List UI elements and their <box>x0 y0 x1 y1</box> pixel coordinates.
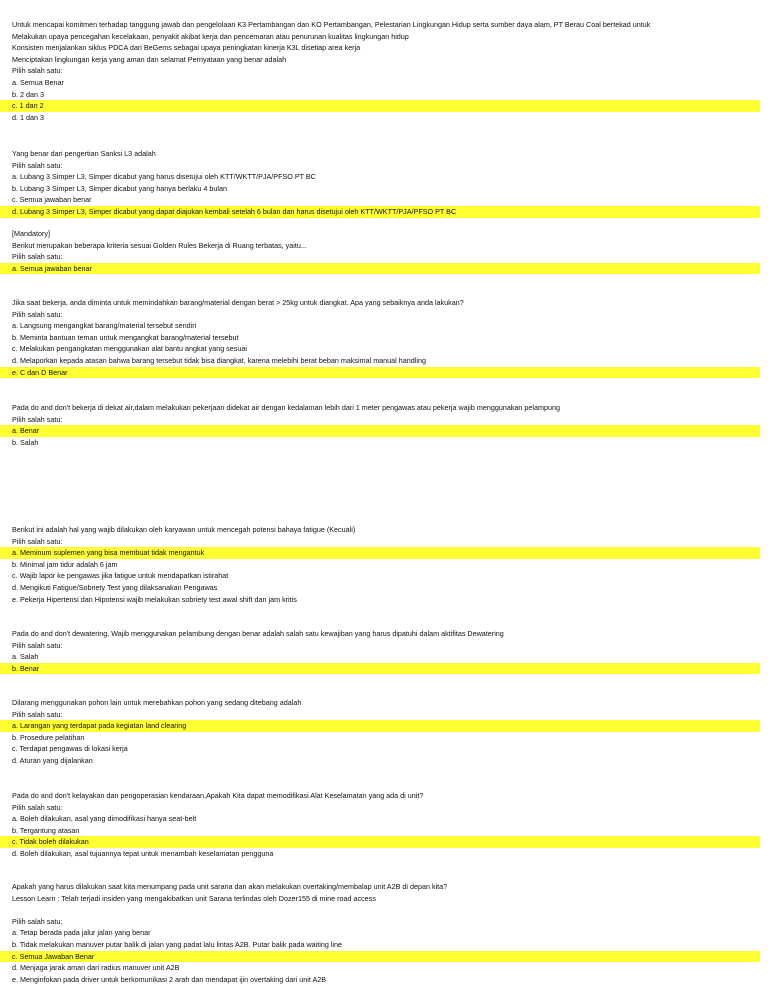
selected-answer-option[interactable]: a. Larangan yang terdapat pada kegiatan land clearing <box>0 720 760 732</box>
answer-option[interactable]: b. 2 dan 3 <box>12 89 44 99</box>
answer-option[interactable]: e. Menginfokan pada driver untuk berkomunikasi 2 arah dan mendapat ijin overtaking dari unit A2B <box>12 974 327 984</box>
question-text: Pada do and don't dewatering, Wajib menggunakan pelambung dengan benar adalah salah satu kewajiban yang harus dipatuhi dalam aktifitas Dewatering <box>12 629 504 638</box>
question-2 <box>0 148 760 218</box>
answer-option[interactable]: d. Mengikuti Fatigue/Sobriety Test yang dilaksanakan Pengawas <box>12 582 218 592</box>
answer-option[interactable]: b. Meminta bantuan teman untuk mengangkat barang/material tersebut <box>12 332 239 342</box>
question-text: Melakukan upaya pencegahan kecelakaan, penyakit akibat kerja dan pencemaran atau penurunan kualitas lingkungan hidup <box>12 31 409 41</box>
question-text: Pada do and don't kelayakan dan pengoperasian kendaraan,Apakah Kita dapat memodifikasi Alat Keselamatan yang ada di unit? <box>12 791 424 800</box>
choose-one-prompt: Pilih salah satu: <box>12 160 63 170</box>
question-3 <box>0 228 760 274</box>
answer-option[interactable]: b. Lubang 3 Simper L3, Simper dicabut yang hanya berlaku 4 bulan <box>12 183 227 193</box>
question-text: Konsisten menjalankan siklus PDCA dari BeGems sebagai upaya peningkatan kinerja K3L disetiap area kerja <box>12 43 361 53</box>
choose-one-prompt: Pilih salah satu: <box>12 640 63 650</box>
question-6 <box>0 524 760 605</box>
question-text: Jika saat bekerja, anda diminta untuk memindahkan barang/material dengan berat > 25kg untuk diangkat. Apa yang sebaiknya anda lakukan? <box>12 298 464 307</box>
answer-option[interactable]: a. Lubang 3 Simper L3, Simper dicabut yang harus disetujui oleh KTT/WKTT/PJA/PFSO PT BC <box>12 172 316 182</box>
answer-option[interactable]: d. Boleh dilakukan, asal tujuannya tepat untuk menambah keselamatan pengguna <box>12 848 274 858</box>
selected-answer-option[interactable]: b. Benar <box>0 663 760 675</box>
answer-option[interactable]: a. Langsung mengangkat barang/material tersebut sendiri <box>12 321 197 331</box>
choose-one-prompt: Pilih salah satu: <box>12 309 63 319</box>
question-text: Lesson Learn : Telah terjadi insiden yang mengakibatkan unit Sarana terlindas oleh Dozer155 di mine road access <box>12 893 376 903</box>
answer-option[interactable]: a. Semua Benar <box>12 77 64 87</box>
answer-option[interactable]: c. Semua jawaban benar <box>12 195 92 205</box>
choose-one-prompt: Pilih salah satu: <box>12 66 63 76</box>
answer-option[interactable]: d. Menjaga jarak aman dari radius manuver unit A2B <box>12 963 180 973</box>
question-9 <box>0 790 760 860</box>
question-7 <box>0 628 760 674</box>
selected-answer-option[interactable]: e. C dan D Benar <box>0 367 760 379</box>
answer-option[interactable]: b. Minimal jam tidur adalah 6 jam <box>12 559 118 569</box>
blank-line <box>0 904 760 916</box>
selected-answer-option[interactable]: a. Semua jawaban benar <box>0 263 760 275</box>
answer-option[interactable]: d. 1 dan 3 <box>12 112 44 122</box>
question-4 <box>0 297 760 378</box>
answer-option[interactable]: b. Salah <box>12 437 39 447</box>
answer-option[interactable]: e. Pekerja Hipertensi dan Hipotensi wajib melakukan sobriety test awal shift dan jam kritis <box>12 594 297 604</box>
answer-option[interactable]: a. Boleh dilakukan, asal yang dimodifikasi hanya seat-belt <box>12 814 197 824</box>
answer-option[interactable]: c. Terdapat pengawas di lokasi kerja <box>12 744 128 754</box>
question-text: Menciptakan lingkungan kerja yang aman dan selamat Pernyataan yang benar adalah <box>12 54 287 64</box>
question-text: Berikut ini adalah hal yang wajib dilakukan oleh karyawan untuk mencegah potensi bahaya fatigue (Kecuali) <box>12 525 356 534</box>
answer-option[interactable]: d. Melaporkan kepada atasan bahwa barang tersebut tidak bisa diangkat, karena melebihi berat beban maksimal manual handling <box>12 355 426 365</box>
question-8 <box>0 697 760 767</box>
answer-option[interactable]: c. Wajib lapor ke pengawas jika fatigue untuk mendapatkan istirahat <box>12 571 229 581</box>
choose-one-prompt: Pilih salah satu: <box>12 709 63 719</box>
selected-answer-option[interactable]: d. Lubang 3 Simper L3, Simper dicabut yang dapat diajukan kembali setelah 6 bulan dan harus disetujui oleh KTT/WKTT/PJA/PFSO PT BC <box>0 206 760 218</box>
question-text: Yang benar dari pengertian Sanksi L3 adalah <box>12 149 156 158</box>
question-text: Berikut merupakan beberapa kriteria sesuai Golden Rules Bekerja di Ruang terbatas, yaitu... <box>12 240 307 250</box>
question-1 <box>0 19 760 123</box>
answer-option[interactable]: a. Salah <box>12 652 39 662</box>
choose-one-prompt: Pilih salah satu: <box>12 802 63 812</box>
question-tag: [Mandatory] <box>12 229 50 238</box>
answer-option[interactable]: b. Tidak melakukan manuver putar balik di jalan yang padat lalu lintas A2B. Putar balik pada waiting line <box>12 939 343 949</box>
choose-one-prompt: Pilih salah satu: <box>12 536 63 546</box>
question-text: Apakah yang harus dilakukan saat kita menumpang pada unit sarana dan akan melakukan overtaking/membalap unit A2B di depan kita? <box>12 882 448 891</box>
selected-answer-option[interactable]: c. 1 dan 2 <box>0 100 760 112</box>
question-text: Dilarang menggunakan pohon lain untuk merebahkan pohon yang sedang ditebang adalah <box>12 698 302 707</box>
answer-option[interactable]: b. Tergantung atasan <box>12 825 80 835</box>
answer-option[interactable]: c. Melakukan pengangkatan menggunakan alat bantu angkat yang sesuai <box>12 344 247 354</box>
choose-one-prompt: Pilih salah satu: <box>12 414 63 424</box>
question-10 <box>0 881 760 985</box>
answer-option[interactable]: d. Aturan yang dijalankan <box>12 755 93 765</box>
choose-one-prompt: Pilih salah satu: <box>12 916 63 926</box>
question-5 <box>0 402 760 448</box>
selected-answer-option[interactable]: c. Semua Jawaban Benar <box>0 951 760 963</box>
selected-answer-option[interactable]: c. Tidak boleh dilakukan <box>0 836 760 848</box>
answer-option[interactable]: a. Tetap berada pada jalur jalan yang benar <box>12 928 151 938</box>
selected-answer-option[interactable]: a. Benar <box>0 425 760 437</box>
selected-answer-option[interactable]: a. Meminum suplemen yang bisa membuat tidak mengantuk <box>0 547 760 559</box>
choose-one-prompt: Pilih salah satu: <box>12 252 63 262</box>
question-text: Pada do and don't bekerja di dekat air,dalam melakukan pekerjaan didekat air dengan kedalaman lebih dari 1 meter pengawas atau pekerja wajib menggunakan pelampung <box>12 403 560 412</box>
question-text: Untuk mencapai komitmen terhadap tanggung jawab dan pengelolaan K3 Pertambangan dan KO Pertambangan, Pelestarian Lingkungan Hidup serta sumber daya alam, PT Berau Coal bertekad untuk <box>12 20 651 29</box>
answer-option[interactable]: b. Prosedure pelatihan <box>12 732 85 742</box>
